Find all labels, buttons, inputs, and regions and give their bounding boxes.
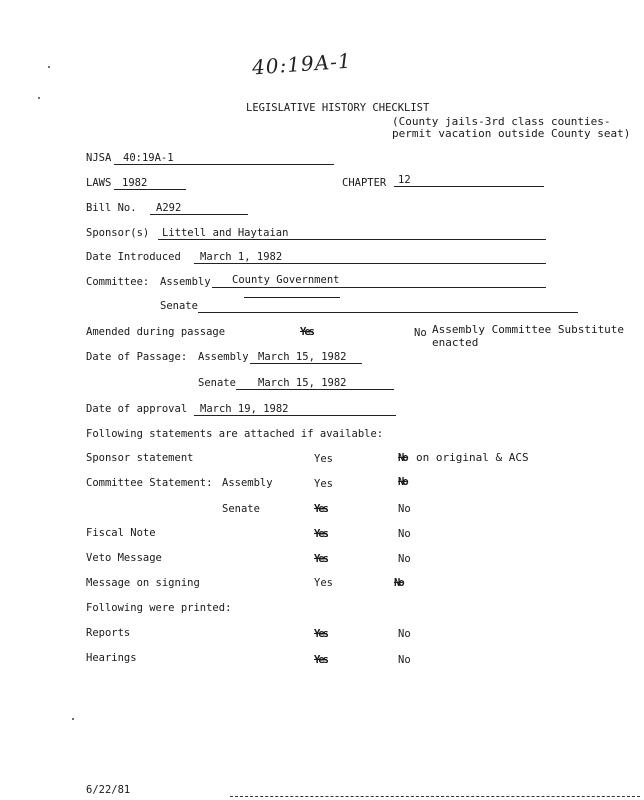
statement-committee-senate-label: Senate [222,503,260,515]
printed-hearings-yes-struck: Yes [314,654,327,666]
stray-mark [38,97,40,99]
bill-label: Bill No. [86,202,137,214]
passage-assembly-value: March 15, 1982 [258,351,347,363]
amended-note-line-2: enacted [432,336,479,349]
statement-committee-assembly-no-struck: No [398,476,407,488]
sponsors-label: Sponsor(s) [86,227,150,239]
chapter-underline [394,186,544,187]
passage-senate-underline [236,389,394,390]
stray-mark [48,66,50,68]
statement-veto-yes-struck: Yes [314,553,327,565]
printed-reports-yes-struck: Yes [314,628,327,640]
statement-committee-label: Committee Statement: [86,477,213,489]
njsa-underline [114,164,334,165]
statements-header: Following statements are attached if available: [86,428,384,440]
footer-dashed-rule [230,796,640,797]
passage-label: Date of Passage: [86,351,188,363]
date-introduced-label: Date Introduced [86,251,181,263]
njsa-label: NJSA [86,152,112,164]
bill-value: A292 [156,202,182,214]
amended-note-line-1: Assembly Committee Substitute [432,323,625,336]
statement-veto-no: No [398,553,411,565]
laws-underline [114,189,186,190]
document-title: LEGISLATIVE HISTORY CHECKLIST [246,102,430,114]
bill-underline [150,214,248,215]
statement-sponsor-label: Sponsor statement [86,452,194,464]
statement-sponsor-no-struck: No [398,452,407,464]
statement-committee-senate-no: No [398,503,411,515]
date-introduced-value: March 1, 1982 [200,251,283,263]
approval-underline [194,415,396,416]
handwritten-statute-number: 40:19A-1 [251,48,353,80]
committee-senate-label: Senate [160,300,198,312]
statement-fiscal-note-yes-struck: Yes [314,528,327,540]
printed-header: Following were printed: [86,602,232,614]
statement-committee-assembly-yes: Yes [314,478,333,490]
sponsors-underline [158,239,546,240]
amended-yes-struck: Yes [300,326,313,338]
statement-committee-assembly-label: Assembly [222,477,273,489]
statement-fiscal-note-label: Fiscal Note [86,527,156,539]
committee-assembly-underline [212,287,546,288]
statement-sponsor-yes: Yes [314,453,333,465]
amended-label: Amended during passage [86,326,226,338]
passage-senate-value: March 15, 1982 [258,377,347,389]
chapter-value: 12 [398,174,411,186]
subtitle-line-2: permit vacation outside County seat) [392,127,631,140]
printed-hearings-label: Hearings [86,652,137,664]
passage-assembly-underline [250,363,362,364]
printed-reports-no: No [398,628,411,640]
approval-label: Date of approval [86,403,188,415]
laws-label: LAWS [86,177,112,189]
statement-signing-label: Message on signing [86,577,200,589]
printed-hearings-no: No [398,654,411,666]
statement-sponsor-note: on original & ACS [416,451,529,464]
stray-mark [72,718,74,720]
statement-committee-senate-yes-struck: Yes [314,503,327,515]
statement-fiscal-note-no: No [398,528,411,540]
committee-assembly-value: County Government [232,274,340,286]
printed-reports-label: Reports [86,627,131,639]
committee-assembly-label: Assembly [160,276,211,288]
statement-signing-yes: Yes [314,577,333,589]
laws-value: 1982 [122,177,148,189]
committee-label: Committee: [86,276,150,288]
passage-senate-label: Senate [198,377,236,389]
passage-assembly-label: Assembly [198,351,249,363]
approval-value: March 19, 1982 [200,403,289,415]
committee-short-rule [244,297,340,298]
subtitle-line-1: (County jails-3rd class counties- [392,115,611,128]
committee-senate-underline [198,312,578,313]
statement-signing-no-struck: No [394,577,403,589]
date-introduced-underline [194,263,546,264]
njsa-value: 40:19A-1 [123,152,174,164]
statement-veto-label: Veto Message [86,552,162,564]
footer-date: 6/22/81 [86,784,131,796]
amended-no: No [414,327,427,339]
sponsors-value: Littell and Haytaian [162,227,289,239]
chapter-label: CHAPTER [342,177,387,189]
